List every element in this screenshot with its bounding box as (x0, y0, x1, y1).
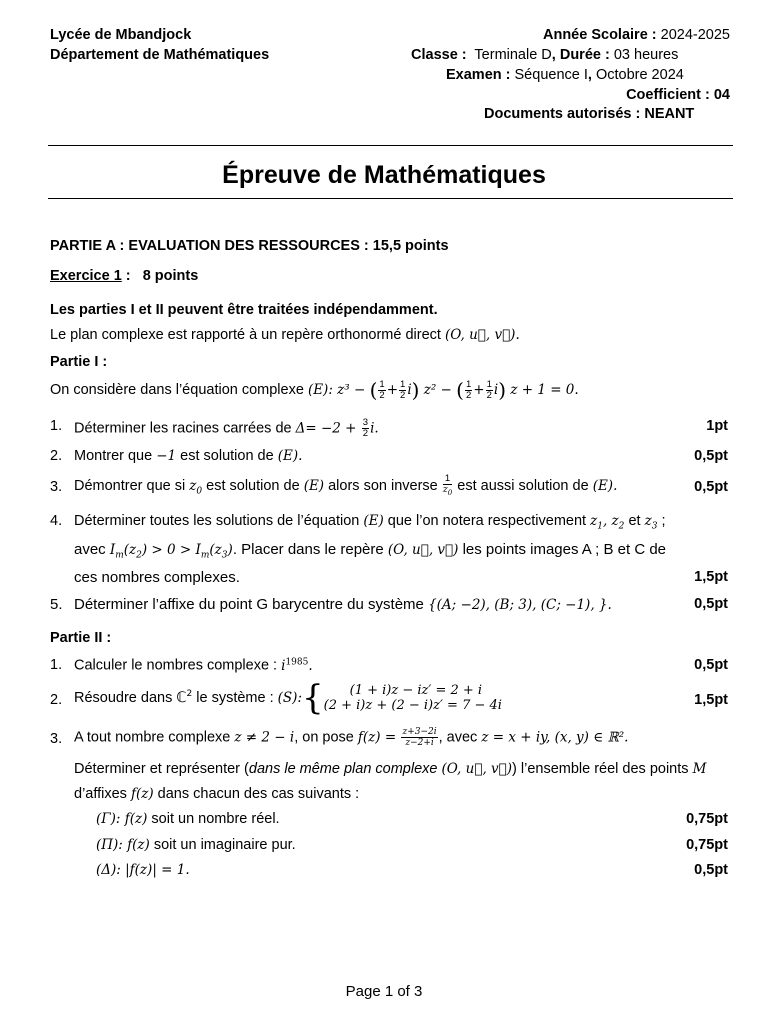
coefficient: Coefficient : 04 (626, 87, 730, 103)
page-footer: Page 1 of 3 (345, 983, 423, 1000)
q5-number: 5. (50, 596, 63, 613)
class-duration: Classe : Terminale D, Durée : 03 heures (411, 47, 679, 63)
p2-q1-text: Calculer le nombres complexe : $i^{1985}$. (74, 657, 313, 674)
equation-intro: On considère dans l’équation complexe (E): z³ − ( $\frac{1}{2}$ + $\frac{1}{2}$ i) z² − ( $\frac{1}{2}$ + $\frac{1}{2}$ i) z + 1 = 0. (50, 378, 579, 402)
q1-text: Déterminer les racines carrées de Δ= −2 + $\frac{3}{2}$ i. (74, 417, 379, 439)
q4-line1: Déterminer toutes les solutions de l’équation (E) que l’on notera respectivement $z_1$, $z_2$ et $z_3$ ; (74, 513, 666, 532)
independence-note: Les parties I et II peuvent être traitées indépendamment. (50, 302, 438, 318)
q2-number: 2. (50, 448, 63, 464)
q3-points: 0,5pt (694, 479, 728, 495)
school-year: Année Scolaire : 2024-2025 (543, 27, 730, 43)
page-title: Épreuve de Mathématiques (222, 161, 546, 189)
exam-info: Examen : Séquence I, Octobre 2024 (446, 67, 684, 83)
q5-points: 0,5pt (694, 596, 728, 612)
q4-line2: avec $I_m(z_2) > 0 > I_m(z_3)$. Placer dans le repère (O, u⃗, v⃗) les points images A ; B et C de (74, 541, 667, 561)
school-name: Lycée de Mbandjock (50, 27, 192, 43)
q4-line3: ces nombres complexes. (74, 569, 240, 586)
partie-a-heading: PARTIE A : EVALUATION DES RESSOURCES : 15,5 points (50, 238, 449, 254)
case-gamma-points: 0,75pt (686, 811, 728, 827)
p2-q2-points: 1,5pt (694, 692, 728, 708)
q2-text: Montrer que −1 est solution de (E). (74, 448, 303, 464)
plane-intro: Le plan complexe est rapporté à un repère orthonormé direct (O, u⃗, v⃗). (50, 327, 520, 343)
q4-number: 4. (50, 513, 63, 529)
p2-q1-number: 1. (50, 657, 63, 673)
exercise-heading: Exercice 1 : 8 points (50, 268, 199, 284)
documents-allowed: Documents autorisés : NEANT (484, 106, 695, 122)
q1-points: 1pt (706, 418, 728, 434)
case-pi-points: 0,75pt (686, 837, 728, 853)
header-rule-top (48, 145, 733, 146)
p2-q1-points: 0,5pt (694, 657, 728, 673)
p2-q3-line3: d’affixes f(z) dans chacun des cas suivants : (74, 786, 360, 802)
department-name: Département de Mathématiques (50, 47, 270, 63)
p2-q3-line2: Déterminer et représenter (dans le même plan complexe (O, u⃗, v⃗)) l’ensemble réel des points M (74, 761, 707, 777)
p2-q2-text: Résoudre dans ℂ$^2$ le système : (S):{ (1 + i)z − iz′ = 2 + i (2 + i)z + (2 − i)z′ = 7 − 4i (74, 678, 502, 718)
p2-q3-line1: A tout nombre complexe z ≠ 2 − i, on pose f(z) = $\frac{z+3-2i}{z-2+i}$ , avec z = x + iy, (x, y) ∈ ℝ². (74, 727, 629, 748)
q1-number: 1. (50, 418, 63, 434)
partie-1-heading: Partie I : (50, 354, 108, 370)
header-rule-bottom (48, 198, 733, 199)
q2-points: 0,5pt (694, 448, 728, 464)
q5-text: Déterminer l’affixe du point G barycentre du système {(A; −2), (B; 3), (C; −1), }. (74, 596, 612, 613)
case-gamma: (Γ): f(z) soit un nombre réel. (96, 811, 280, 827)
q4-points: 1,5pt (694, 569, 728, 585)
case-delta: (Δ): |f(z)| = 1. (96, 862, 190, 878)
case-delta-points: 0,5pt (694, 862, 728, 878)
q3-number: 3. (50, 479, 63, 495)
q3-text: Démontrer que si $z_0$ est solution de (E) alors son inverse $\frac{1}{z_0}$ est aussi solution de (E). (74, 473, 618, 497)
partie-2-heading: Partie II : (50, 630, 112, 646)
case-pi: (Π): f(z) soit un imaginaire pur. (96, 837, 296, 853)
p2-q3-number: 3. (50, 731, 63, 747)
p2-q2-number: 2. (50, 692, 63, 708)
